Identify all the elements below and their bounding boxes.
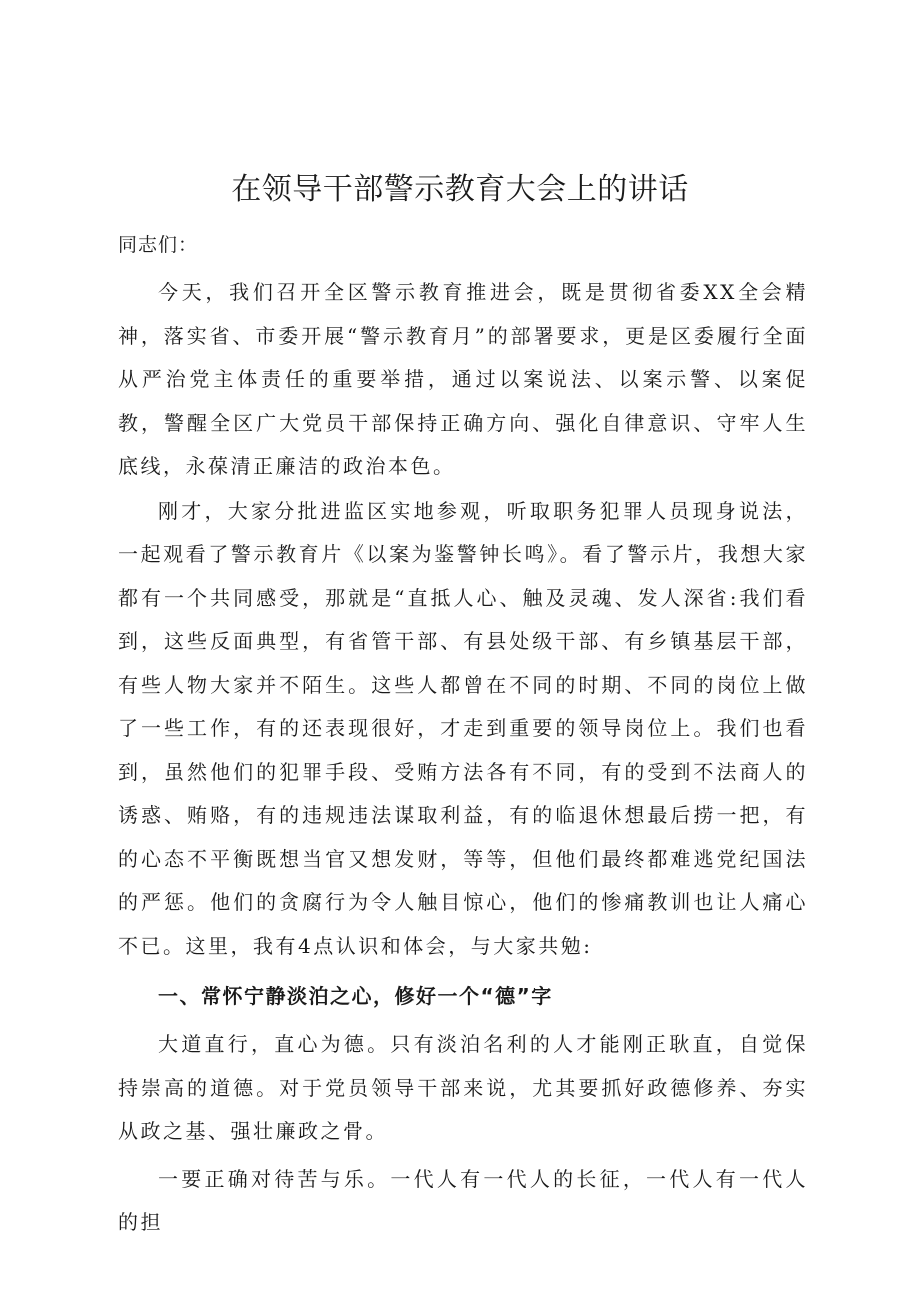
document-body: [118, 230, 808, 1245]
document-title: 在领导干部警示教育大会上的讲话: [231, 172, 689, 207]
paragraph-opening: 今天，我们召开全区警示教育推进会，既是贯彻省委XX全会精神，落实省、市委开展“警示教育月”的部署要求，更是区委履行全面从严治党主体责任的重要举措，通过以案说法、以案示警、以案促教，警醒全区广大党员干部保持正确方向、强化自律意识、守牢人生底线，永葆清正廉洁的政治本色。: [118, 280, 808, 478]
section-paragraph-virtue: 大道直行，直心为德。只有淡泊名利的人才能刚正耿直，自觉保持崇高的道德。对于党员领导干部来说，尤其要抓好政德修养、夯实从政之基、强壮廉政之骨。: [118, 1032, 808, 1143]
section-heading: 一、常怀宁静淡泊之心，修好一个“德”字: [158, 984, 553, 1008]
salutation: 同志们：: [118, 234, 199, 256]
section-paragraph-hardship: 一要正确对待苦与乐。一代人有一代人的长征，一代人有一代人的担: [118, 1166, 808, 1234]
paragraph-reflection: 刚才，大家分批进监区实地参观，听取职务犯罪人员现身说法，一起观看了警示教育片《以案为鉴警钟长鸣》。看了警示片，我想大家都有一个共同感受，那就是“直抵人心、触及灵魂、发人深省:我们看到，这些反面典型，有省管干部、有县处级干部、有乡镇基层干部，有些人物大家并不陌生。这些人都曾在不同的时期、不同的岗位上做了一些工作，有的还表现很好，才走到重要的领导岗位上。我们也看到，虽然他们的犯罪手段、受贿方法各有不同，有的受到不法商人的诱惑、贿赂，有的违规违法谋取利益，有的临退休想最后捞一把，有的心态不平衡既想当官又想发财，等等，但他们最终都难逃党纪国法的严惩。他们的贪腐行为令人触目惊心，他们的惨痛教训也让人痛心不已。这里，我有4点认识和体会，与大家共勉:: [118, 498, 808, 958]
